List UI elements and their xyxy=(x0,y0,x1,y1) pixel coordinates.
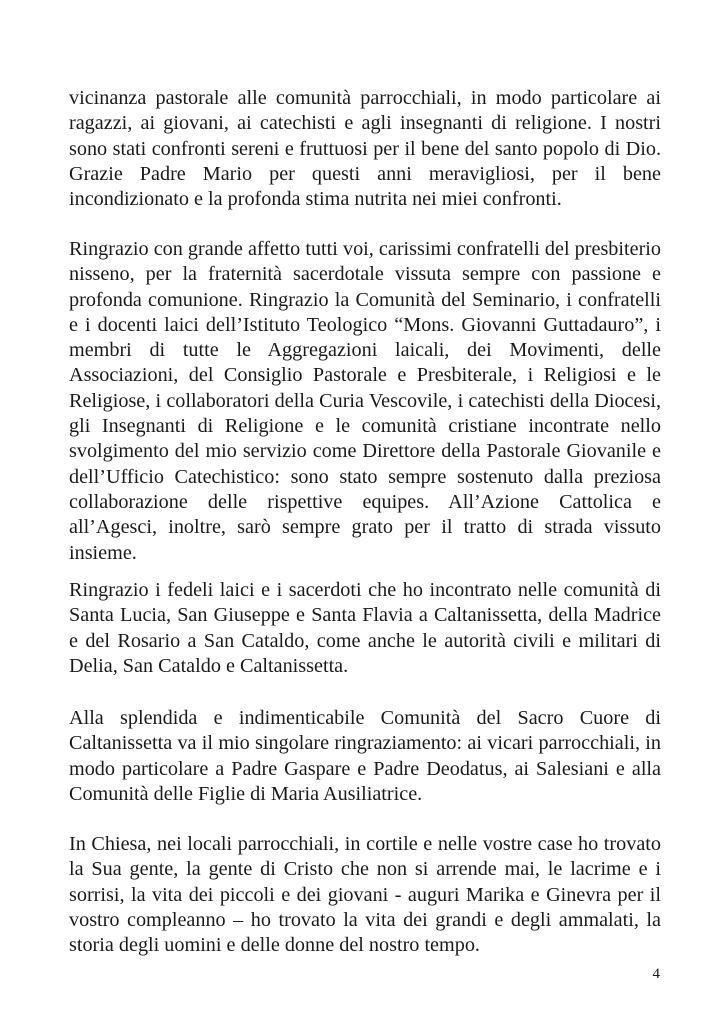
paragraph-thanks-communities: Ringrazio i fedeli laici e i sacerdoti che ho incontrato nelle comunità di Santa Lucia, San Giuseppe e Santa Flavia a Caltanissetta, della Madrice e del Rosario a San Cataldo, come anche le autorità civili e militari di Delia, San Cataldo e Caltanissetta. xyxy=(69,579,661,677)
paragraph-thanks-presbytery: Ringrazio con grande affetto tutti voi, carissimi confratelli del presbiterio nisseno, per la fraternità sacerdotale vissuta sempre con passione e profonda comunione. Ringrazio la Comunità del Seminario, i confratelli e i docenti laici dell’Istituto Teologico “Mons. Giovanni Guttadauro”, i membri di tutte le Aggregazioni laicali, dei Movimenti, delle Associazioni, del Consiglio Pastorale e Presbiterale, i Religiosi e le Religiose, i collaboratori della Curia Vescovile, i catechisti della Diocesi, gli Insegnanti di Religione e le comunità cristiane incontrate nello svolgimento del mio servizio come Direttore della Pastorale Giovanile e dell’Ufficio Catechistico: sono stato sempre sostenuto dalla preziosa collaborazione delle rispettive equipes. All’Azione Cattolica e all’Agesci, inoltre, sarò sempre grato per il tratto di strada vissuto insieme. xyxy=(69,238,661,564)
page-number: 4 xyxy=(652,966,660,982)
paragraph-gratitude-padre-mario: vicinanza pastorale alle comunità parrocchiali, in modo particolare ai ragazzi, ai giovani, ai catechisti e agli insegnanti di religione. I nostri sono stati confronti sereni e fruttuosi per il bene del santo popolo di Dio. Grazie Padre Mario per questi anni meravigliosi, per il bene incondizionato e la profonda stima nutrita nei miei confronti. xyxy=(69,87,661,211)
paragraph-church-people: In Chiesa, nei locali parrocchiali, in cortile e nelle vostre case ho trovato la Sua gente, la gente di Cristo che non si arrende mai, le lacrime e i sorrisi, la vita dei piccoli e dei giovani - auguri Marika e Ginevra per il vostro compleanno – ho trovato la vita dei grandi e degli ammalati, la storia degli uomini e delle donne del nostro tempo. xyxy=(69,833,661,957)
paragraph-thanks-sacro-cuore: Alla splendida e indimenticabile Comunità del Sacro Cuore di Caltanissetta va il mio singolare ringraziamento: ai vicari parrocchiali, in modo particolare a Padre Gaspare e Padre Deodatus, ai Salesiani e alla Comunità delle Figlie di Maria Ausiliatrice. xyxy=(69,707,661,805)
